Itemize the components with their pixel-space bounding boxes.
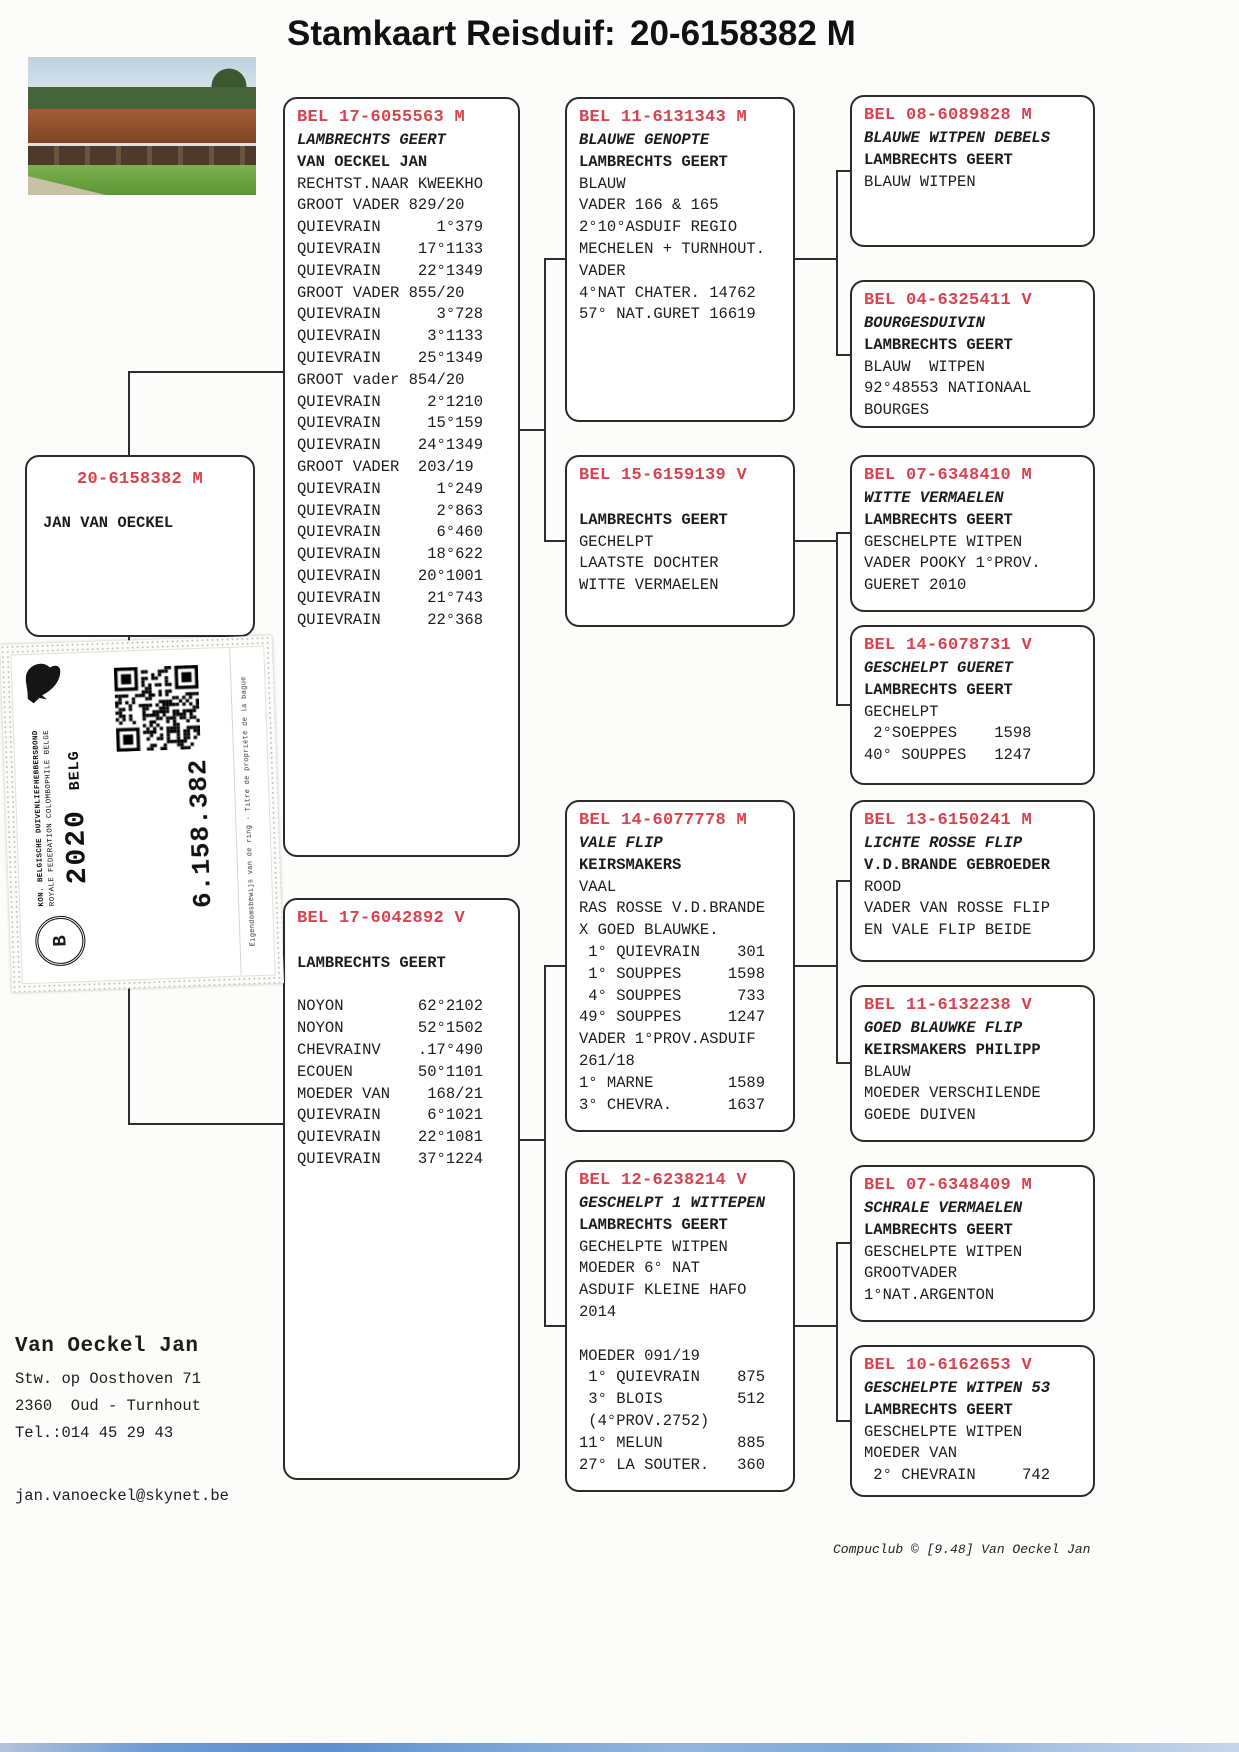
ring-serial-number: 6.158.382 bbox=[183, 757, 219, 909]
text-line: QUIEVRAIN 22°1081 bbox=[297, 1128, 484, 1147]
pedigree-connector bbox=[546, 965, 565, 967]
text-line: 1° QUIEVRAIN 301 bbox=[579, 942, 766, 961]
box-sdd bbox=[850, 625, 1095, 785]
pedigree-lines bbox=[864, 128, 1081, 193]
ring-number: BEL 12-6238214 V bbox=[579, 1171, 748, 1190]
pedigree-lines bbox=[579, 488, 781, 597]
text-line: VADER POOKY 1°PROV. bbox=[864, 554, 1041, 573]
owner-address bbox=[15, 1366, 201, 1447]
scan-edge-strip bbox=[0, 1743, 1239, 1752]
text-line: GESCHELPTE WITPEN bbox=[864, 1242, 1023, 1261]
text-line: 3° CHEVRA. 1637 bbox=[579, 1095, 766, 1114]
text-line: GROOTVADER bbox=[864, 1264, 958, 1283]
ring-number: BEL 17-6042892 V bbox=[297, 909, 466, 928]
pedigree-connector bbox=[836, 532, 838, 706]
text-line: QUIEVRAIN 21°743 bbox=[297, 588, 484, 607]
text-line: QUIEVRAIN 6°460 bbox=[297, 523, 484, 542]
text-line: VADER 166 & 165 bbox=[579, 196, 719, 215]
text-line: 1° MARNE 1589 bbox=[579, 1073, 766, 1092]
text-line: ASDUIF KLEINE HAFO bbox=[579, 1281, 747, 1300]
pedigree-connector bbox=[838, 1420, 850, 1422]
box-dam bbox=[283, 898, 520, 1480]
text-line: BLAUW WITPEN bbox=[864, 357, 985, 376]
pedigree-connector bbox=[838, 704, 850, 706]
text-line: QUIEVRAIN 15°159 bbox=[297, 414, 484, 433]
text-line: GROOT vader 854/20 bbox=[297, 370, 465, 389]
box-dsd bbox=[850, 985, 1095, 1142]
box-ddd bbox=[850, 1345, 1095, 1497]
text-line bbox=[297, 975, 506, 997]
box-dss bbox=[850, 800, 1095, 962]
text-line: LAMBRECHTS GEERT bbox=[579, 152, 728, 171]
text-line: MOEDER VERSCHILENDE bbox=[864, 1084, 1041, 1103]
ring-number: 20-6158382 M bbox=[76, 470, 204, 489]
text-line: BOURGESDUIVIN bbox=[864, 314, 985, 332]
text-line: NOYON 52°1502 bbox=[297, 1019, 484, 1038]
loft-photo bbox=[28, 57, 256, 195]
ring-number: BEL 14-6077778 M bbox=[579, 811, 748, 830]
text-line: QUIEVRAIN 3°1133 bbox=[297, 327, 484, 346]
text-line: GROOT VADER 203/19 bbox=[297, 457, 474, 476]
pedigree-connector bbox=[838, 354, 850, 356]
pedigree-lines bbox=[864, 1018, 1081, 1127]
text-line: QUIEVRAIN 25°1349 bbox=[297, 348, 484, 367]
text-line: 4° SOUPPES 733 bbox=[579, 986, 766, 1005]
text-line: 11° MELUN 885 bbox=[579, 1433, 766, 1452]
pedigree-connector bbox=[838, 532, 850, 534]
text-line: VAN OECKEL JAN bbox=[297, 152, 428, 171]
ring-number: BEL 17-6055563 M bbox=[297, 108, 466, 127]
ring-number: BEL 14-6078731 V bbox=[864, 636, 1033, 655]
pedigree-lines bbox=[579, 130, 781, 326]
text-line: 2360 Oud - Turnhout bbox=[15, 1397, 202, 1415]
pedigree-connector bbox=[546, 258, 565, 260]
text-line: LAMBRECHTS GEERT bbox=[297, 953, 446, 972]
text-line: GOED BLAUWKE FLIP bbox=[864, 1019, 1023, 1037]
text-line: GESCHELPTE WITPEN bbox=[864, 532, 1023, 551]
text-line: QUIEVRAIN 17°1133 bbox=[297, 239, 484, 258]
text-line: 261/18 bbox=[579, 1051, 635, 1070]
subject-box bbox=[25, 455, 255, 637]
text-line: QUIEVRAIN 24°1349 bbox=[297, 436, 484, 455]
text-line bbox=[579, 488, 781, 510]
text-line: ECOUEN 50°1101 bbox=[297, 1062, 484, 1081]
text-line: 57° NAT.GURET 16619 bbox=[579, 305, 756, 324]
text-line: LAMBRECHTS GEERT bbox=[579, 1215, 728, 1234]
box-sds bbox=[850, 455, 1095, 612]
sticker-crease bbox=[229, 648, 241, 976]
text-line: WITTE VERMAELEN bbox=[579, 576, 719, 595]
text-line: SCHRALE VERMAELEN bbox=[864, 1199, 1023, 1217]
text-line: 2°SOEPPES 1598 bbox=[864, 724, 1032, 743]
text-line: 1° QUIEVRAIN 875 bbox=[579, 1368, 766, 1387]
text-line: 4°NAT CHATER. 14762 bbox=[579, 283, 756, 302]
text-line: RAS ROSSE V.D.BRANDE bbox=[579, 899, 766, 918]
text-line: GECHELPT bbox=[864, 702, 939, 721]
pedigree-lines bbox=[864, 313, 1081, 422]
owner-name: Van Oeckel Jan bbox=[15, 1335, 199, 1358]
pedigree-connector bbox=[130, 371, 283, 373]
text-line: LAMBRECHTS GEERT bbox=[864, 680, 1013, 699]
text-line: NOYON 62°2102 bbox=[297, 997, 484, 1016]
belgium-b-stamp: B bbox=[35, 915, 87, 967]
box-sire-sire bbox=[565, 97, 795, 422]
text-line: (4°PROV.2752) bbox=[579, 1411, 710, 1430]
photo-roof bbox=[28, 109, 256, 146]
text-line: BLAUWE WITPEN DEBELS bbox=[864, 129, 1051, 147]
text-line: QUIEVRAIN 2°863 bbox=[297, 501, 484, 520]
pedigree-connector bbox=[544, 258, 546, 542]
text-line: VADER 1°PROV.ASDUIF bbox=[579, 1030, 756, 1049]
text-line: LAMBRECHTS GEERT bbox=[579, 510, 728, 529]
text-line: 27° LA SOUTER. 360 bbox=[579, 1455, 766, 1474]
ring-country: BELG bbox=[65, 749, 85, 791]
text-line: 92°48553 NATIONAAL bbox=[864, 379, 1032, 398]
pedigree-connector bbox=[130, 1123, 283, 1125]
text-line: VALE FLIP bbox=[579, 834, 663, 852]
text-line: MECHELEN + TURNHOUT. bbox=[579, 239, 766, 258]
text-line: MOEDER VAN 168/21 bbox=[297, 1084, 484, 1103]
text-line: QUIEVRAIN 22°1349 bbox=[297, 261, 484, 280]
pedigree-connector bbox=[546, 540, 565, 542]
pedigree-connector bbox=[836, 880, 838, 1064]
text-line bbox=[297, 931, 506, 953]
ring-number: BEL 13-6150241 M bbox=[864, 811, 1033, 830]
pedigree-connector bbox=[795, 540, 838, 542]
ring-number: BEL 04-6325411 V bbox=[864, 291, 1033, 310]
pedigree-connector bbox=[795, 258, 838, 260]
text-line: LAMBRECHTS GEERT bbox=[864, 1400, 1013, 1419]
text-line: VADER VAN ROSSE FLIP bbox=[864, 899, 1051, 918]
text-line: GROOT VADER 829/20 bbox=[297, 196, 465, 215]
text-line: VAAL bbox=[579, 877, 617, 896]
pedigree-lines bbox=[864, 658, 1081, 767]
text-line: BLAUWE GENOPTE bbox=[579, 131, 710, 149]
pedigree-connector bbox=[795, 965, 838, 967]
page-title: Stamkaart Reisduif: bbox=[287, 14, 616, 53]
text-line: QUIEVRAIN 2°1210 bbox=[297, 392, 484, 411]
ownership-text: Eigendomsbewijs van de ring · Titre de propriété de la bague bbox=[240, 676, 258, 947]
pedigree-lines bbox=[864, 1198, 1081, 1307]
text-line: MOEDER 6° NAT bbox=[579, 1259, 700, 1278]
text-line: GESCHELPTE WITPEN bbox=[864, 1422, 1023, 1441]
box-sire-dam bbox=[565, 455, 795, 627]
page-title-ring: 20-6158382 M bbox=[630, 14, 856, 53]
text-line bbox=[579, 1324, 781, 1346]
text-line: GOEDE DUIVEN bbox=[864, 1106, 976, 1125]
ring-number: BEL 07-6348409 M bbox=[864, 1176, 1033, 1195]
text-line: QUIEVRAIN 1°249 bbox=[297, 479, 484, 498]
text-line: KEIRSMAKERS bbox=[579, 855, 682, 874]
text-line: QUIEVRAIN 20°1001 bbox=[297, 566, 484, 585]
ring-number: BEL 11-6131343 M bbox=[579, 108, 748, 127]
ring-number: BEL 07-6348410 M bbox=[864, 466, 1033, 485]
text-line: BLAUW bbox=[864, 1062, 911, 1081]
text-line: GROOT VADER 855/20 bbox=[297, 283, 465, 302]
text-line: 2°10°ASDUIF REGIO bbox=[579, 218, 738, 237]
text-line: KEIRSMAKERS PHILIPP bbox=[864, 1040, 1041, 1059]
ring-number: BEL 08-6089828 M bbox=[864, 106, 1033, 125]
federation-name-fr: ROYALE FEDERATION COLOMBOPHILE BELGE bbox=[43, 729, 58, 907]
pedigree-connector bbox=[795, 1325, 838, 1327]
pedigree-connector bbox=[838, 1062, 850, 1064]
text-line: ROOD bbox=[864, 877, 902, 896]
text-line: GECHELPTE WITPEN bbox=[579, 1237, 728, 1256]
text-line: LAMBRECHTS GEERT bbox=[297, 131, 446, 149]
pedigree-connector bbox=[836, 1242, 838, 1422]
pedigree-connector bbox=[838, 170, 850, 172]
ring-certificate-label bbox=[10, 646, 275, 985]
text-line: 2° CHEVRAIN 742 bbox=[864, 1466, 1051, 1485]
federation-name-nl: KON. BELGISCHE DUIVENLIEFHEBBERSBOND bbox=[32, 730, 47, 907]
text-line: X GOED BLAUWKE. bbox=[579, 921, 719, 940]
pedigree-lines bbox=[39, 513, 241, 535]
text-line: LICHTE ROSSE FLIP bbox=[864, 834, 1023, 852]
pedigree-connector bbox=[838, 880, 850, 882]
pedigree-lines bbox=[579, 1193, 781, 1476]
text-line: QUIEVRAIN 22°368 bbox=[297, 610, 484, 629]
ring-number: BEL 11-6132238 V bbox=[864, 996, 1033, 1015]
pedigree-lines bbox=[579, 833, 781, 1116]
text-line: QUIEVRAIN 18°622 bbox=[297, 545, 484, 564]
text-line: LAMBRECHTS GEERT bbox=[864, 510, 1013, 529]
text-line: EN VALE FLIP BEIDE bbox=[864, 921, 1032, 940]
text-line: BLAUW WITPEN bbox=[864, 172, 976, 191]
text-line: QUIEVRAIN 3°728 bbox=[297, 305, 484, 324]
text-line: JAN VAN OECKEL bbox=[43, 514, 174, 532]
text-line: Stw. op Oosthoven 71 bbox=[15, 1370, 202, 1388]
pedigree-lines bbox=[864, 1378, 1081, 1487]
text-line: QUIEVRAIN 6°1021 bbox=[297, 1106, 484, 1125]
text-line: MOEDER VAN bbox=[864, 1444, 958, 1463]
text-line: QUIEVRAIN 1°379 bbox=[297, 218, 484, 237]
ring-number: BEL 15-6159139 V bbox=[579, 466, 748, 485]
box-sss bbox=[850, 95, 1095, 247]
text-line: 1° SOUPPES 1598 bbox=[579, 964, 766, 983]
text-line: 40° SOUPPES 1247 bbox=[864, 746, 1032, 765]
text-line: WITTE VERMAELEN bbox=[864, 489, 1004, 507]
box-ssd bbox=[850, 280, 1095, 428]
owner-email: jan.vanoeckel@skynet.be bbox=[15, 1487, 229, 1505]
pedigree-lines bbox=[864, 488, 1081, 597]
text-line: CHEVRAINV .17°490 bbox=[297, 1040, 484, 1059]
pedigree-lines bbox=[297, 931, 506, 1171]
pedigree-connector bbox=[520, 1139, 546, 1141]
text-line: LAMBRECHTS GEERT bbox=[864, 1220, 1013, 1239]
text-line: GESCHELPT GUERET bbox=[864, 659, 1013, 677]
text-line: LAMBRECHTS GEERT bbox=[864, 335, 1013, 354]
box-dds bbox=[850, 1165, 1095, 1322]
pedigree-lines bbox=[864, 833, 1081, 942]
ring-number: BEL 10-6162653 V bbox=[864, 1356, 1033, 1375]
text-line: 49° SOUPPES 1247 bbox=[579, 1008, 766, 1027]
text-line: 2014 bbox=[579, 1302, 617, 1321]
text-line: QUIEVRAIN 37°1224 bbox=[297, 1149, 484, 1168]
pedigree-lines bbox=[297, 130, 506, 631]
text-line: LAATSTE DOCHTER bbox=[579, 554, 719, 573]
box-dam-sire bbox=[565, 800, 795, 1132]
text-line: GESCHELPTE WITPEN 53 bbox=[864, 1379, 1051, 1397]
pedigree-connector bbox=[838, 1242, 850, 1244]
text-line: RECHTST.NAAR KWEEKHO bbox=[297, 174, 484, 193]
text-line: Tel.:014 45 29 43 bbox=[15, 1424, 174, 1442]
ring-year: 2020 bbox=[60, 808, 95, 886]
text-line: GESCHELPT 1 WITTEPEN bbox=[579, 1194, 766, 1212]
text-line: LAMBRECHTS GEERT bbox=[864, 150, 1013, 169]
text-line: BLAUW bbox=[579, 174, 626, 193]
text-line: GUERET 2010 bbox=[864, 576, 967, 595]
box-sire bbox=[283, 97, 520, 857]
text-line: BOURGES bbox=[864, 401, 930, 420]
pedigree-connector bbox=[546, 1325, 565, 1327]
pedigree-connector bbox=[836, 170, 838, 356]
text-line: V.D.BRANDE GEBROEDER bbox=[864, 855, 1051, 874]
photo-wall bbox=[28, 146, 256, 166]
software-credit: Compuclub © [9.48] Van Oeckel Jan bbox=[833, 1542, 1091, 1557]
text-line: VADER bbox=[579, 261, 626, 280]
text-line: MOEDER 091/19 bbox=[579, 1346, 700, 1365]
box-dam-dam bbox=[565, 1160, 795, 1492]
text-line: 1°NAT.ARGENTON bbox=[864, 1286, 995, 1305]
ring-certificate-sticker bbox=[0, 635, 284, 992]
text-line: 3° BLOIS 512 bbox=[579, 1390, 766, 1409]
pedigree-connector bbox=[544, 965, 546, 1327]
text-line: GECHELPT bbox=[579, 532, 654, 551]
pedigree-connector bbox=[520, 429, 546, 431]
